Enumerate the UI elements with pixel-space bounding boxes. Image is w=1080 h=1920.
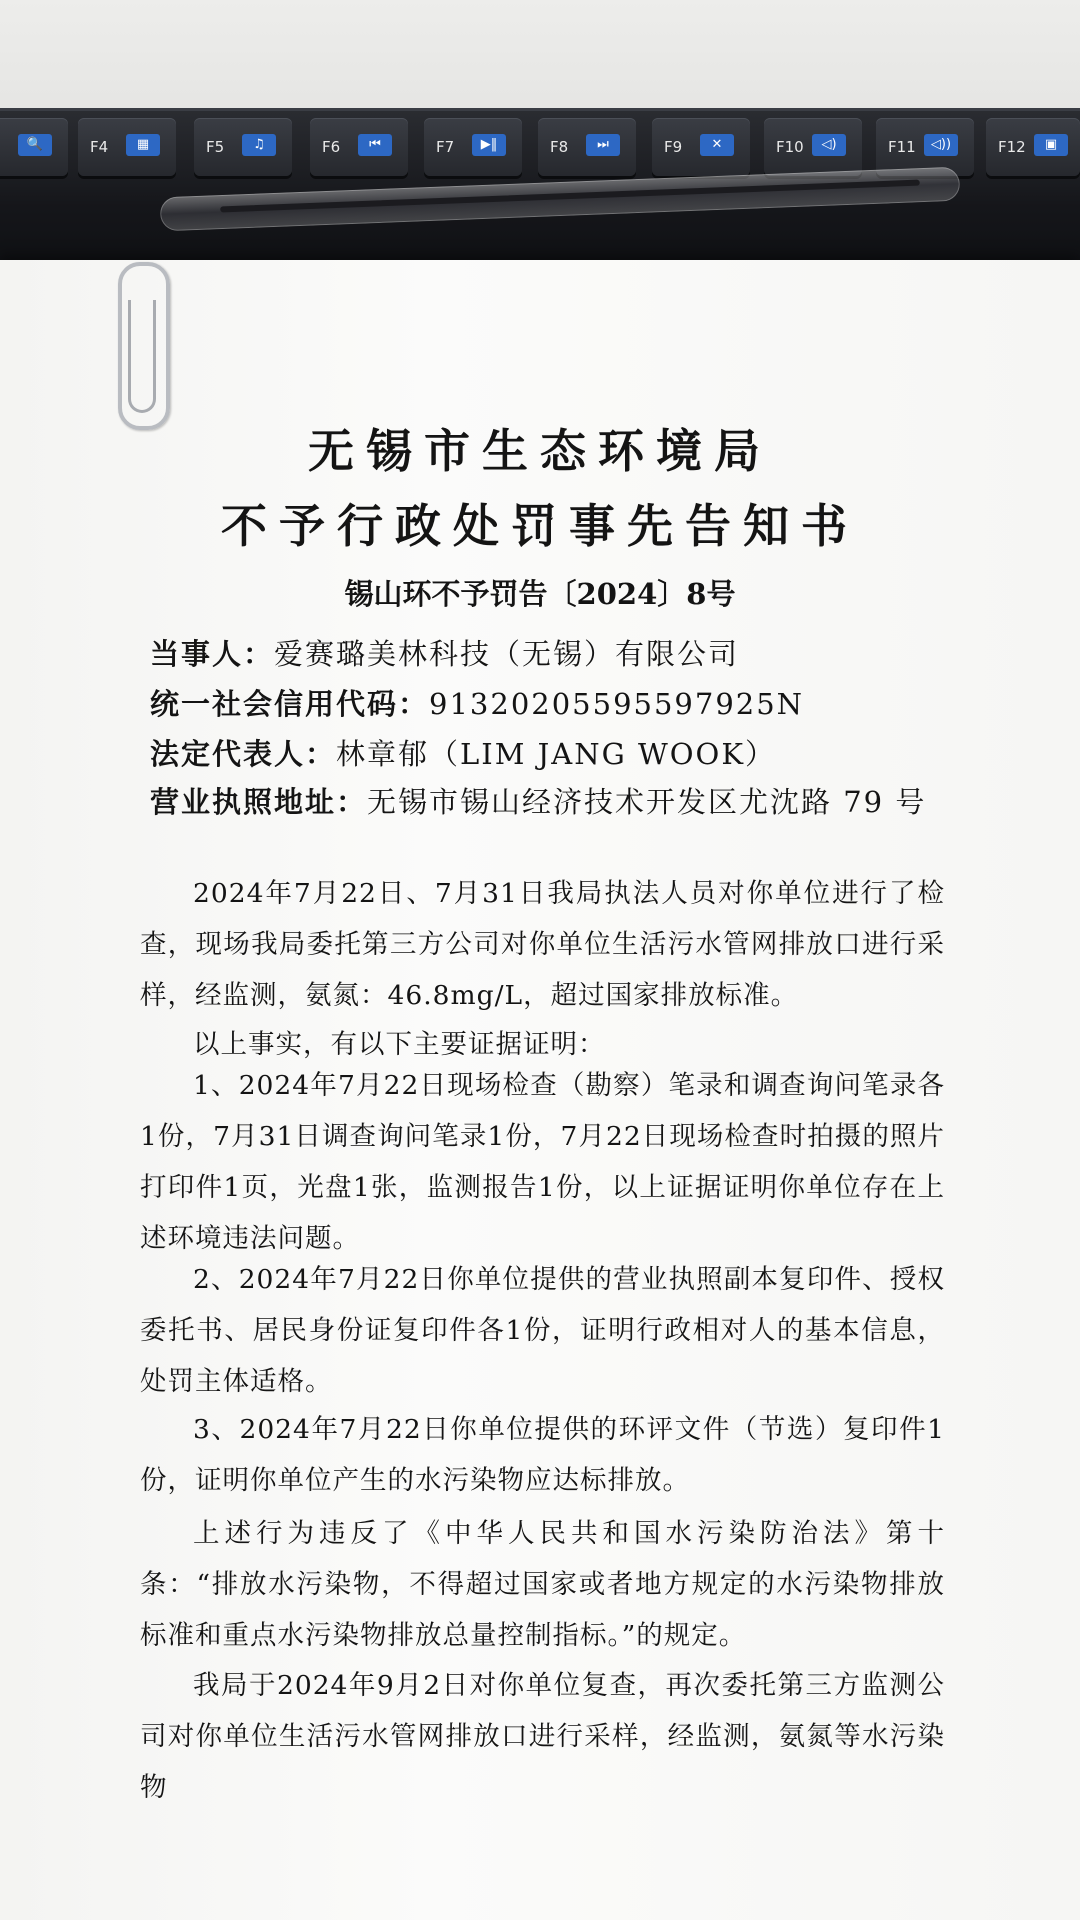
paragraph-evidence-3: 3、2024年7月22日你单位提供的环评文件（节选）复印件1份，证明你单位产生的水污染物应达标排放。: [140, 1414, 945, 1496]
document-number: 锡山环不予罚告〔2024〕8号: [344, 577, 736, 611]
next-track-icon: ⏭: [586, 134, 620, 156]
search-icon: 🔍: [18, 134, 52, 156]
key-f12[interactable]: F12 ▣: [986, 118, 1080, 176]
party-field: [150, 632, 739, 673]
address-label: 营业执照地址：: [150, 785, 368, 819]
credit-code-field: [150, 682, 804, 723]
legal-rep-label: 法定代表人：: [150, 737, 337, 771]
key-f9[interactable]: F9 ✕: [652, 118, 750, 176]
play-pause-icon: ▶‖: [472, 134, 506, 156]
party-label: 当事人：: [150, 637, 275, 671]
credit-code-label: 统一社会信用代码：: [150, 687, 430, 721]
paragraph-violation: 上述行为违反了《中华人民共和国水污染防治法》第十条：“排放水污染物，不得超过国家或者地方规定的水污染物排放标准和重点水污染物排放总量控制指标。”的规定。: [140, 1518, 945, 1651]
key-f8[interactable]: F8 ⏭: [538, 118, 636, 176]
key-f6[interactable]: F6 ⏮: [310, 118, 408, 176]
screenshot-icon: ▣: [1034, 134, 1068, 156]
music-icon: ♫: [242, 134, 276, 156]
party-value: 爱赛璐美林科技（无锡）有限公司: [274, 637, 740, 671]
address-value: 无锡市锡山经济技术开发区尤沈路 79 号: [367, 785, 927, 819]
paragraph-recheck: 我局于2024年9月2日对你单位复查，再次委托第三方监测公司对你单位生活污水管网排放口进行采样，经监测，氨氮等水污染物: [140, 1670, 945, 1803]
paragraph-evidence-intro: 以上事实，有以下主要证据证明：: [193, 1029, 606, 1060]
document-title-line2: 不予行政处罚事先告知书: [221, 499, 859, 553]
previous-track-icon: ⏮: [358, 134, 392, 156]
key-f10[interactable]: F10 ◁): [764, 118, 862, 176]
document-title-line1: 无锡市生态环境局: [308, 424, 772, 478]
paper-clip-inner: [128, 300, 156, 413]
paragraph-evidence-1: 1、2024年7月22日现场检查（勘察）笔录和调查询问笔录各1份，7月31日调查询问笔录1份，7月22日现场检查时拍摄的照片打印件1页，光盘1张，监测报告1份，以上证据证明你单位存在上述环境违法问题。: [140, 1070, 945, 1254]
credit-code-value: 91320205595597925N: [429, 687, 805, 721]
legal-rep-field: [150, 732, 776, 773]
legal-rep-value: 林章郁（LIM JANG WOOK）: [336, 737, 776, 771]
calculator-icon: ▦: [126, 134, 160, 156]
paragraph-evidence-2: 2、2024年7月22日你单位提供的营业执照副本复印件、授权委托书、居民身份证复印件各1份，证明行政相对人的基本信息，处罚主体适格。: [140, 1264, 945, 1397]
paragraph-inspection: 2024年7月22日、7月31日我局执法人员对你单位进行了检查，现场我局委托第三方公司对你单位生活污水管网排放口进行采样，经监测，氨氮：46.8mg/L，超过国家排放标准。: [140, 878, 945, 1011]
key-f7[interactable]: F7 ▶‖: [424, 118, 522, 176]
key-search[interactable]: [0, 118, 68, 176]
address-field: [150, 780, 926, 821]
key-f5[interactable]: F5 ♫: [194, 118, 292, 176]
volume-down-icon: ◁): [812, 134, 846, 156]
key-f4[interactable]: F4 ▦: [78, 118, 176, 176]
key-f11[interactable]: F11 ◁)): [876, 118, 974, 176]
volume-up-icon: ◁)): [924, 134, 958, 156]
mute-icon: ✕: [700, 134, 734, 156]
